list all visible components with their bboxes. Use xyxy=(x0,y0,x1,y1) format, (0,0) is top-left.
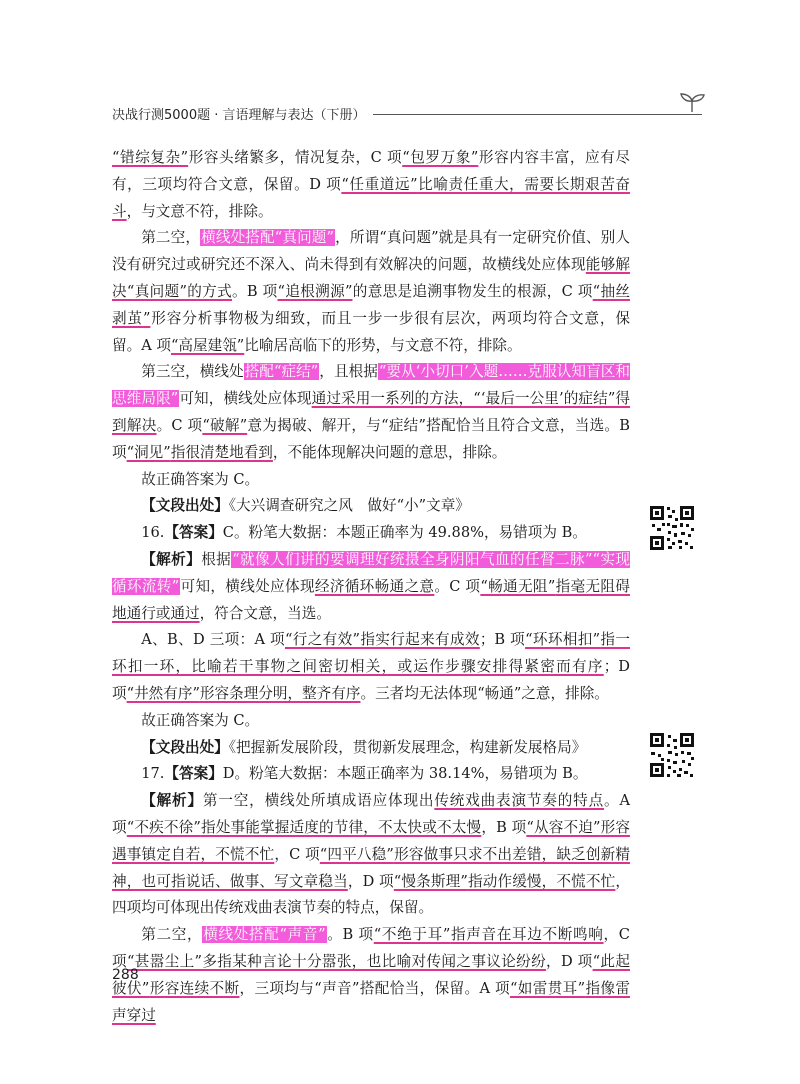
book-title: 决战行测5000题 · 言语理解与表达（下册） xyxy=(112,107,366,123)
highlight: 搭配“症结” xyxy=(244,363,319,381)
qr-code-icon[interactable] xyxy=(648,731,696,779)
question-16-analysis: 【解析】根据“就像人们讲的要调理好统摄全身阴阳气血的任督二脉”“实现循环流转”可知，横线处应体现经济循环畅通之意。C 项“畅通无阻”指毫无阻碍地通行或通过，符合文意，当选。 xyxy=(112,550,630,622)
paragraph-2: 第二空，横线处搭配“真问题”，所谓“真问题”就是具有一定研究价值、别人没有研究过或研究还不深入、尚未得到有效解决的问题，故横线处应体现能够解决“真问题”的方式。B 项“追根溯源”的意思是追溯事物发生的根源，C 项“抽丝剥茧”形容分析事物极为细致，而且一步一步很有层次，两项均符合文意，保留。A 项“高屋建瓴”比喻居高临下的形势，与文意不符，排除。 xyxy=(112,229,630,354)
paragraph-second-blank: 第二空，横线处搭配“声音”。B 项“不绝于耳”指声音在耳边不断鸣响，C 项“甚嚣尘上”多指某种言论十分嚣张，也比喻对传闻之事议论纷纷，D 项“此起彼伏”形容连续不断，三项均与“声音”搭配恰当，保留。A 项“如雷贯耳”指像雷声穿过 xyxy=(112,926,630,1024)
highlight: “要从‘小切口’入题……克服认知盲区和思维局限” xyxy=(112,363,630,408)
paragraph-3: 第三空，横线处搭配“症结”，且根据“要从‘小切口’入题……克服认知盲区和思维局限”可知，横线处应体现通过采用一系列的方法，“‘最后一公里’的症结”得到解决。C 项“破解”意为揭破、解开，与“症结”搭配恰当且符合文意，当选。B 项“洞见”指很清楚地看到，不能体现解决问题的意思，排除。 xyxy=(112,363,630,461)
highlight: 横线处搭配“声音” xyxy=(203,926,326,944)
page-number: 288 xyxy=(112,967,139,983)
paragraph-options: A、B、D 三项：A 项“行之有效”指实行起来有成效；B 项“环环相扣”指一环扣一环，比喻若干事物之间密切相关，或运作步骤安排得紧密而有序；D 项“井然有序”形容条理分明，整齐有序。三者均无法体现“畅通”之意，排除。 xyxy=(112,631,630,702)
page-body xyxy=(112,145,630,1029)
question-16-answer: 16.【答案】C。粉笔大数据：本题正确率为 49.88%，易错项为 B。 xyxy=(141,524,587,542)
highlight: 横线处搭配“真问题” xyxy=(201,229,334,247)
source-line: 【文段出处】《把握新发展阶段，贯彻新发展理念，构建新发展格局》 xyxy=(141,738,587,756)
question-17-analysis: 【解析】第一空，横线处所填成语应体现出传统戏曲表演节奏的特点。A 项“不疾不徐”指处事能掌握适度的节律，不太快或不太慢，B 项“从容不迫”形容遇事镇定自若，不慌不忙，C 项“四平八稳”形容做事只求不出差错，缺乏创新精神，也可指说话、做事、写文章稳当，D 项“慢条斯理”指动作缓慢，不慌不忙，四项均可体现出传统戏曲表演节奏的特点，保留。 xyxy=(112,792,630,917)
answer-line: 故正确答案为 C。 xyxy=(141,711,260,729)
paragraph-1: “错综复杂”形容头绪繁多，情况复杂，C 项“包罗万象”形容内容丰富，应有尽有，三项均符合文意，保留。D 项“任重道远”比喻责任重大，需要长期艰苦奋斗，与文意不符，排除。 xyxy=(112,149,630,220)
qr-code-icon[interactable] xyxy=(648,504,696,552)
header-rule xyxy=(373,114,702,115)
highlight: “就像人们讲的要调理好统摄全身阴阳气血的任督二脉”“实现循环流转” xyxy=(112,550,630,595)
question-17-answer: 17.【答案】D。粉笔大数据：本题正确率为 38.14%，易错项为 B。 xyxy=(141,765,588,783)
source-line: 【文段出处】《大兴调查研究之风 做好“小”文章》 xyxy=(141,497,470,515)
running-header xyxy=(112,103,702,123)
answer-line: 故正确答案为 C。 xyxy=(141,470,260,488)
sprout-icon xyxy=(676,92,708,114)
